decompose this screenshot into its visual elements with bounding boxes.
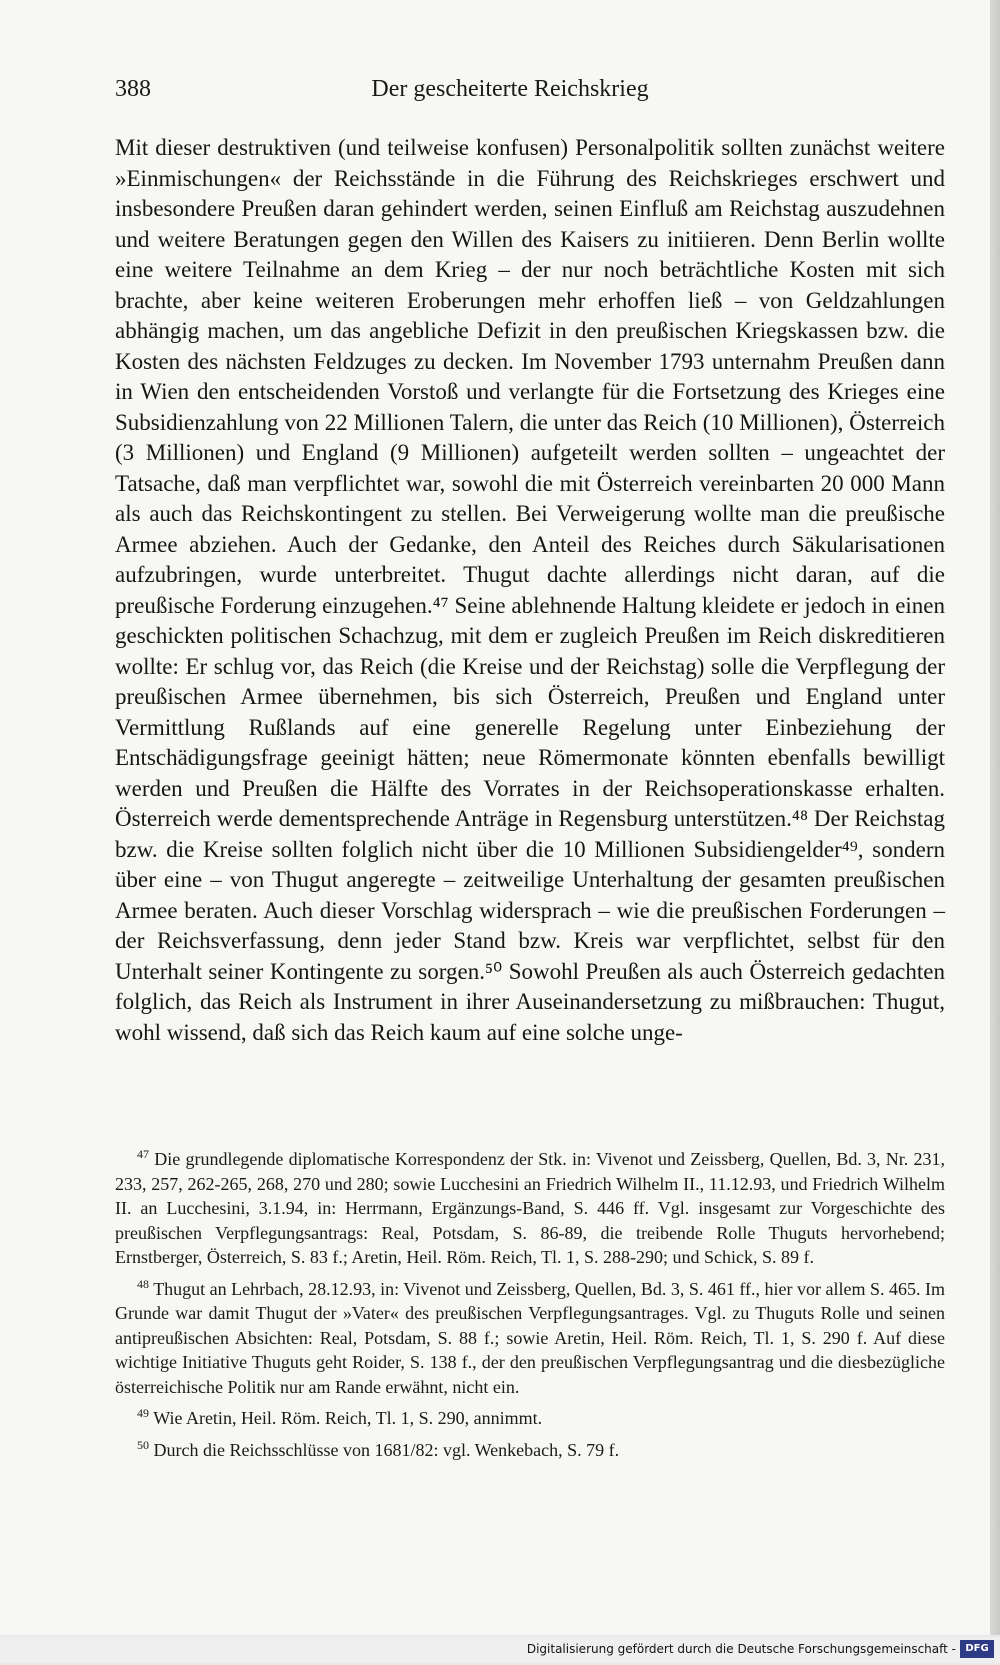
page-header: [115, 76, 905, 112]
footnote-text: Wie Aretin, Heil. Röm. Reich, Tl. 1, S. 290, annimmt.: [153, 1408, 543, 1428]
footnote-number: 49: [137, 1406, 149, 1420]
footnote-text: Thugut an Lehrbach, 28.12.93, in: Vivenot und Zeissberg, Quellen, Bd. 3, S. 461 ff., hier vor allem S. 465. Im Grunde war damit Thugut der »Vater« des preußischen Verpflegungsantrages. Vgl. zu Thuguts Rolle und seinen antipreußischen Absichten: Real, Potsdam, S. 88 f.; sowie Aretin, Heil. Röm. Reich, Tl. 1, S. 290 f. Auf diese wichtige Initiative Thuguts geht Roider, S. 138 f., der den preußischen Verpflegungsantrag und die diesbezügliche österreichische Politik nur am Rande erwähnt, nicht ein.: [115, 1278, 945, 1397]
footnote-number: 47: [137, 1147, 149, 1161]
running-title: Der gescheiterte Reichskrieg: [371, 76, 649, 102]
digitization-credit: Digitalisierung gefördert durch die Deutsche Forschungsgemeinschaft -: [526, 1642, 956, 1656]
footnote-49: [115, 1401, 945, 1431]
footnote-50: [115, 1433, 945, 1463]
footnote-number: 50: [137, 1437, 149, 1452]
body-paragraph: Mit dieser destruktiven (und teilweise konfusen) Personalpolitik sollten zunächst weitere »Einmischungen« der Reichsstände in die Führung des Reichskrieges erschwert und insbesondere Preußen daran gehindert werden, seinen Einfluß am Reichstag auszudehnen und weitere Beratungen gegen den Willen des Kaisers zu initiieren. Denn Berlin wollte eine weitere Teilnahme an dem Krieg – der nur noch beträchtliche Kosten mit sich brachte, aber keine weiteren Eroberungen mehr erhoffen ließ – von Geldzahlungen abhängig machen, um das angebliche Defizit in den preußischen Kriegskassen bzw. die Kosten des nächsten Feldzuges zu decken. Im November 1793 unternahm Preußen dann in Wien den entscheidenden Vorstoß und verlangte für die Fortsetzung des Krieges eine Subsidienzahlung von 22 Millionen Talern, die unter das Reich (10 Millionen), Österreich (3 Millionen) und England (9 Millionen) aufgeteilt werden sollten – ungeachtet der Tatsache, daß man verpflichtet war, sowohl die mit Österreich vereinbarten 20 000 Mann als auch das Reichskontingent zu stellen. Bei Verweigerung wollte man die preußische Armee abziehen. Auch der Gedanke, den Anteil des Reiches durch Säkularisationen aufzubringen, wurde unterbreitet. Thugut dachte allerdings nicht daran, auf die preußische Forderung einzugehen.⁴⁷ Seine ablehnende Haltung kleidete er jedoch in einen geschickten politischen Schachzug, mit dem er zugleich Preußen im Reich diskreditieren wollte: Er schlug vor, das Reich (die Kreise und der Reichstag) solle die Verpflegung der preußischen Armee übernehmen, bis sich Österreich, Preußen und England unter Vermittlung Rußlands auf eine generelle Regelung unter Einbeziehung der Entschädigungsfrage geeinigt hätten; neue Römermonate könnten ebenfalls bewilligt werden und Preußen die Hälfte des Vorrates in der Reichsoperationskasse erhalten. Österreich werde dementsprechende Anträge in Regensburg unterstützen.⁴⁸ Der Reichstag bzw. die Kreise sollten folglich nicht über die 10 Millionen Subsidiengelder⁴⁹, sondern über eine – von Thugut angeregte – zeitweilige Unterhaltung der gesamten preußischen Armee beraten. Auch dieser Vorschlag widersprach – wie die preußischen Forderungen – der Reichsverfassung, denn jeder Stand bzw. Kreis war verpflichtet, selbst für den Unterhalt seiner Kontingente zu sorgen.⁵⁰ Sowohl Preußen als auch Österreich gedachten folglich, das Reich als Instrument in ihrer Auseinandersetzung zu mißbrauchen: Thugut, wohl wissend, daß sich das Reich kaum auf eine solche unge-: [115, 135, 945, 1045]
footnote-number: 48: [137, 1276, 149, 1291]
dfg-logo-icon: DFG: [960, 1640, 994, 1658]
footnotes: [115, 1142, 945, 1464]
footnote-text: Die grundlegende diplomatische Korrespondenz der Stk. in: Vivenot und Zeissberg, Quellen, Bd. 3, Nr. 231, 233, 257, 262-265, 268, 270 und 280; sowie Lucchesini an Friedrich Wilhelm II., 11.12.93, und Friedrich Wilhelm II. an Lucchesini, 3.1.94, in: Herrmann, Ergänzungs-Band, S. 446 ff. Vgl. insgesamt zur Vorgeschichte des preußischen Verpflegungsantrags: Real, Potsdam, S. 86-89, die treibende Rolle Thuguts hervorhebend; Ernstberger, Österreich, S. 83 f.; Aretin, Heil. Röm. Reich, Tl. 1, S. 288-290; und Schick, S. 89 f.: [115, 1149, 946, 1267]
main-text: [115, 133, 945, 1048]
footnote-48: [115, 1272, 945, 1400]
page-edge-shadow: [990, 0, 1000, 1635]
page-number: 388: [115, 76, 151, 102]
footnote-text: Durch die Reichsschlüsse von 1681/82: vgl. Wenkebach, S. 79 f.: [153, 1439, 620, 1460]
footnote-47: [115, 1142, 945, 1270]
digitization-footer: [0, 1637, 1000, 1663]
